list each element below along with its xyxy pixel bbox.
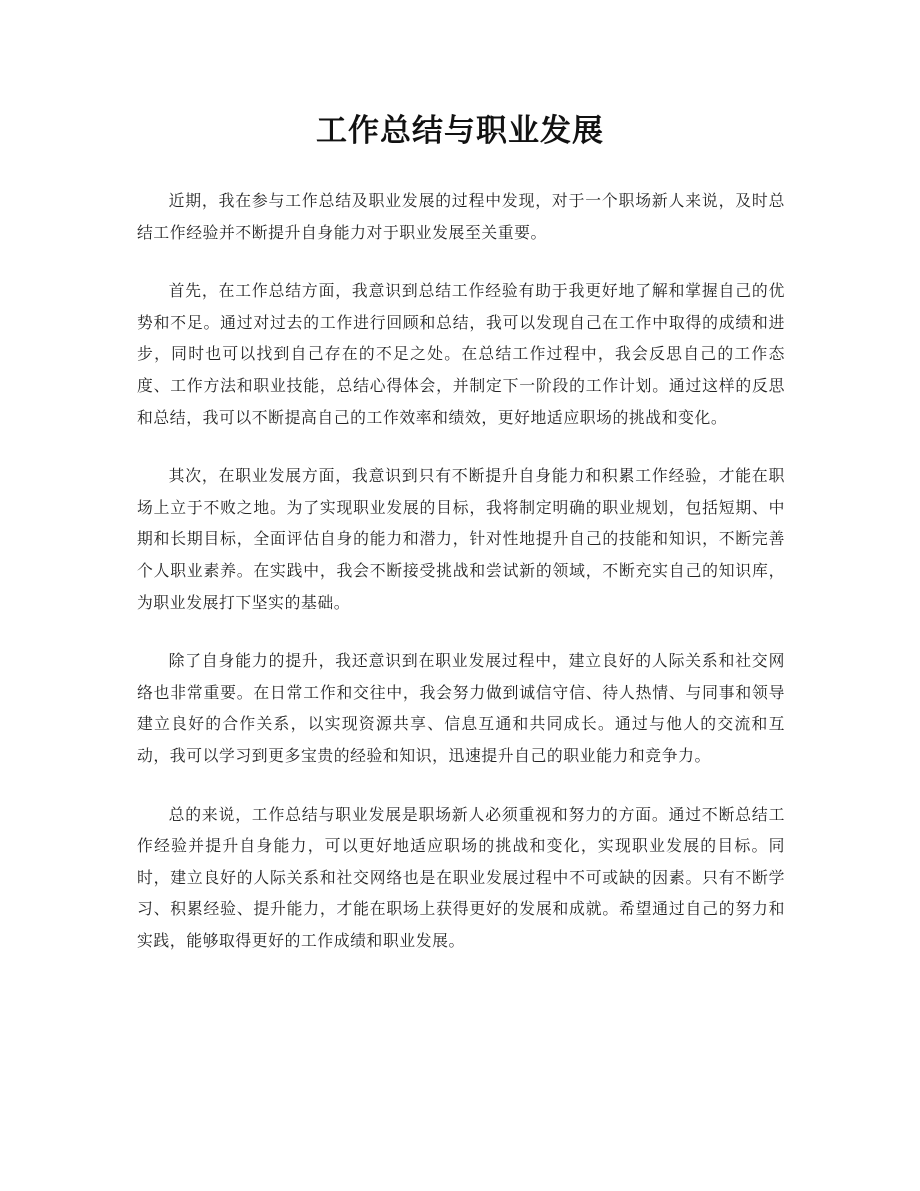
paragraph-intro: 近期，我在参与工作总结及职业发展的过程中发现，对于一个职场新人来说，及时总结工作经验并不断提升自身能力对于职业发展至关重要。 [137,191,785,242]
paragraph-work-summary: 首先，在工作总结方面，我意识到总结工作经验有助于我更好地了解和掌握自己的优势和不足。通过对过去的工作进行回顾和总结，我可以发现自己在工作中取得的成绩和进步，同时也可以找到自己存在的不足之处。在总结工作过程中，我会反思自己的工作态度、工作方法和职业技能，总结心得体会，并制定下一阶段的工作计划。通过这样的反思和总结，我可以不断提高自己的工作效率和绩效，更好地适应职场的挑战和变化。 [137,281,785,427]
paragraph-conclusion: 总的来说，工作总结与职业发展是职场新人必须重视和努力的方面。通过不断总结工作经验并提升自身能力，可以更好地适应职场的挑战和变化，实现职业发展的目标。同时，建立良好的人际关系和社交网络也是在职业发展过程中不可或缺的因素。只有不断学习、积累经验、提升能力，才能在职场上获得更好的发展和成就。希望通过自己的努力和实践，能够取得更好的工作成绩和职业发展。 [137,804,785,950]
paragraph-relationships: 除了自身能力的提升，我还意识到在职业发展过程中，建立良好的人际关系和社交网络也非常重要。在日常工作和交往中，我会努力做到诚信守信、待人热情、与同事和领导建立良好的合作关系，以实现资源共享、信息互通和共同成长。通过与他人的交流和互动，我可以学习到更多宝贵的经验和知识，迅速提升自己的职业能力和竞争力。 [137,651,785,765]
document-title: 工作总结与职业发展 [316,113,604,149]
document-body [137,185,785,983]
paragraph-career-development: 其次，在职业发展方面，我意识到只有不断提升自身能力和积累工作经验，才能在职场上立于不败之地。为了实现职业发展的目标，我将制定明确的职业规划，包括短期、中期和长期目标，全面评估自身的能力和潜力，针对性地提升自己的技能和知识，不断完善个人职业素养。在实践中，我会不断接受挑战和尝试新的领域，不断充实自己的知识库，为职业发展打下坚实的基础。 [137,466,785,612]
